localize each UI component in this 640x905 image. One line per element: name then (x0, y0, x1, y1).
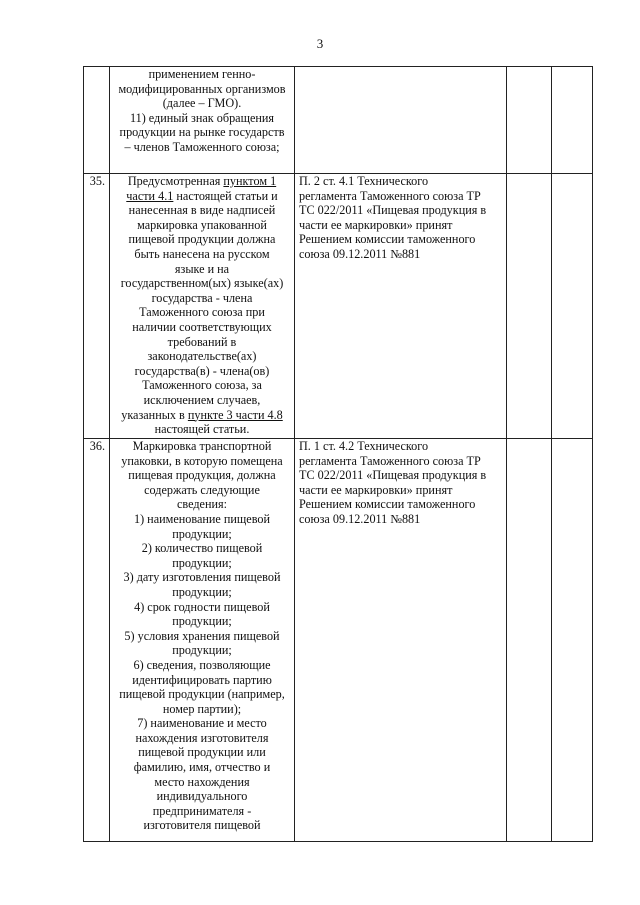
requirement-line: 3) дату изготовления пищевой (123, 570, 281, 585)
requirement-line: идентифицировать партию (132, 672, 272, 687)
reference-line: союза 09.12.2011 №881 (299, 511, 421, 526)
table-row (84, 67, 593, 174)
row-number-cell: 36. (84, 439, 110, 842)
requirement-line: (далее – ГМО). (162, 96, 242, 111)
empty-cell (507, 174, 552, 439)
table-row (84, 174, 593, 439)
text-segment: указанных в (121, 407, 188, 422)
reference-line: Решением комиссии таможенного (299, 497, 476, 512)
link-point-1[interactable]: пунктом 1 (223, 174, 277, 188)
reference-cell (295, 174, 507, 439)
requirement-line: исключением случаев, (143, 392, 261, 407)
table-row (84, 439, 593, 842)
reference-line: П. 2 ст. 4.1 Технического (299, 174, 429, 188)
reference-line: П. 1 ст. 4.2 Технического (299, 439, 429, 453)
row-number-cell: 35. (84, 174, 110, 439)
requirement-cell (110, 67, 295, 174)
requirement-line: содержать следующие (144, 482, 260, 497)
requirement-line (113, 408, 291, 423)
link-part-4-1[interactable]: части 4.1 (126, 188, 174, 203)
requirement-line: государства - члена (151, 290, 253, 305)
requirement-cell (110, 439, 295, 842)
requirement-line: быть нанесена на русском (134, 246, 270, 261)
empty-cell (552, 67, 593, 174)
requirement-line: пищевой продукции или (138, 745, 266, 760)
requirement-line: место нахождения (154, 774, 250, 789)
reference-line: ТС 022/2011 «Пищевая продукция в (299, 203, 487, 218)
requirement-line: пищевой продукции (например, (119, 687, 285, 702)
requirement-line: пищевой продукции должна (128, 232, 276, 247)
requirement-line: – членов Таможенного союза; (124, 139, 280, 154)
requirement-line: пищевая продукция, должна (128, 468, 276, 483)
reference-line: Решением комиссии таможенного (299, 232, 476, 247)
reference-line: части ее маркировки» принят (299, 482, 453, 497)
requirement-line: Маркировка транспортной (132, 439, 272, 453)
page-number: 3 (316, 36, 324, 51)
requirement-line: Таможенного союза, за (142, 378, 262, 393)
requirement-line: предпринимателя - (152, 803, 252, 818)
reference-line: регламента Таможенного союза ТР (299, 188, 481, 203)
requirements-table (83, 66, 593, 842)
text-segment: настоящей статьи и (173, 188, 278, 203)
requirement-line: модифицированных организмов (118, 81, 286, 96)
requirement-line: продукции на рынке государств (119, 125, 285, 140)
requirement-line: нахождения изготовителя (135, 730, 269, 745)
requirement-line: сведения: (177, 497, 227, 512)
requirement-line: 2) количество пищевой (141, 541, 263, 556)
requirement-line: фамилию, имя, отчество и (133, 760, 271, 775)
requirement-line: упаковки, в которую помещена (121, 453, 283, 468)
requirement-line (113, 174, 291, 189)
requirement-line: применением генно- (148, 67, 256, 81)
requirement-line: индивидуального (156, 789, 248, 804)
reference-line: союза 09.12.2011 №881 (299, 246, 421, 261)
requirement-line: номер партии); (162, 701, 242, 716)
requirement-line: 6) сведения, позволяющие (133, 657, 271, 672)
link-point-3-part-4-8[interactable]: пункте 3 части 4.8 (187, 407, 283, 422)
empty-cell (552, 439, 593, 842)
reference-line: части ее маркировки» принят (299, 217, 453, 232)
requirement-line: 1) наименование пищевой (133, 511, 271, 526)
requirement-line: продукции; (172, 584, 232, 599)
requirement-line: нанесенная в виде надписей (128, 203, 276, 218)
empty-cell (507, 67, 552, 174)
requirement-line: наличии соответствующих (132, 319, 272, 334)
text-segment: Предусмотренная (127, 174, 224, 188)
reference-cell (295, 67, 507, 174)
reference-cell (295, 439, 507, 842)
requirement-line: 5) условия хранения пищевой (124, 628, 280, 643)
requirement-line: 4) срок годности пищевой (134, 599, 270, 614)
requirement-line: продукции; (172, 614, 232, 629)
requirement-line: языке и на (174, 261, 230, 276)
requirement-line: 11) единый знак обращения (129, 110, 275, 125)
empty-cell (507, 439, 552, 842)
requirement-line: продукции; (172, 643, 232, 658)
requirement-line: 7) наименование и место (137, 716, 267, 731)
requirement-line: изготовителя пищевой (143, 818, 261, 833)
requirement-line: продукции; (172, 555, 232, 570)
requirement-line: требований в (167, 334, 237, 349)
reference-line: ТС 022/2011 «Пищевая продукция в (299, 468, 487, 483)
requirement-line: маркировка упакованной (137, 217, 267, 232)
requirement-line: Таможенного союза при (139, 305, 265, 320)
requirement-line: законодательстве(ах) (147, 349, 257, 364)
requirement-cell (110, 174, 295, 439)
requirement-line: настоящей статьи. (154, 422, 250, 437)
reference-line: регламента Таможенного союза ТР (299, 453, 481, 468)
requirement-line (113, 189, 291, 204)
requirement-line: государственном(ых) языке(ах) (120, 276, 284, 291)
requirement-line: продукции; (172, 526, 232, 541)
empty-cell (552, 174, 593, 439)
row-number-cell (84, 67, 110, 174)
requirement-line: государства(в) - члена(ов) (134, 363, 270, 378)
